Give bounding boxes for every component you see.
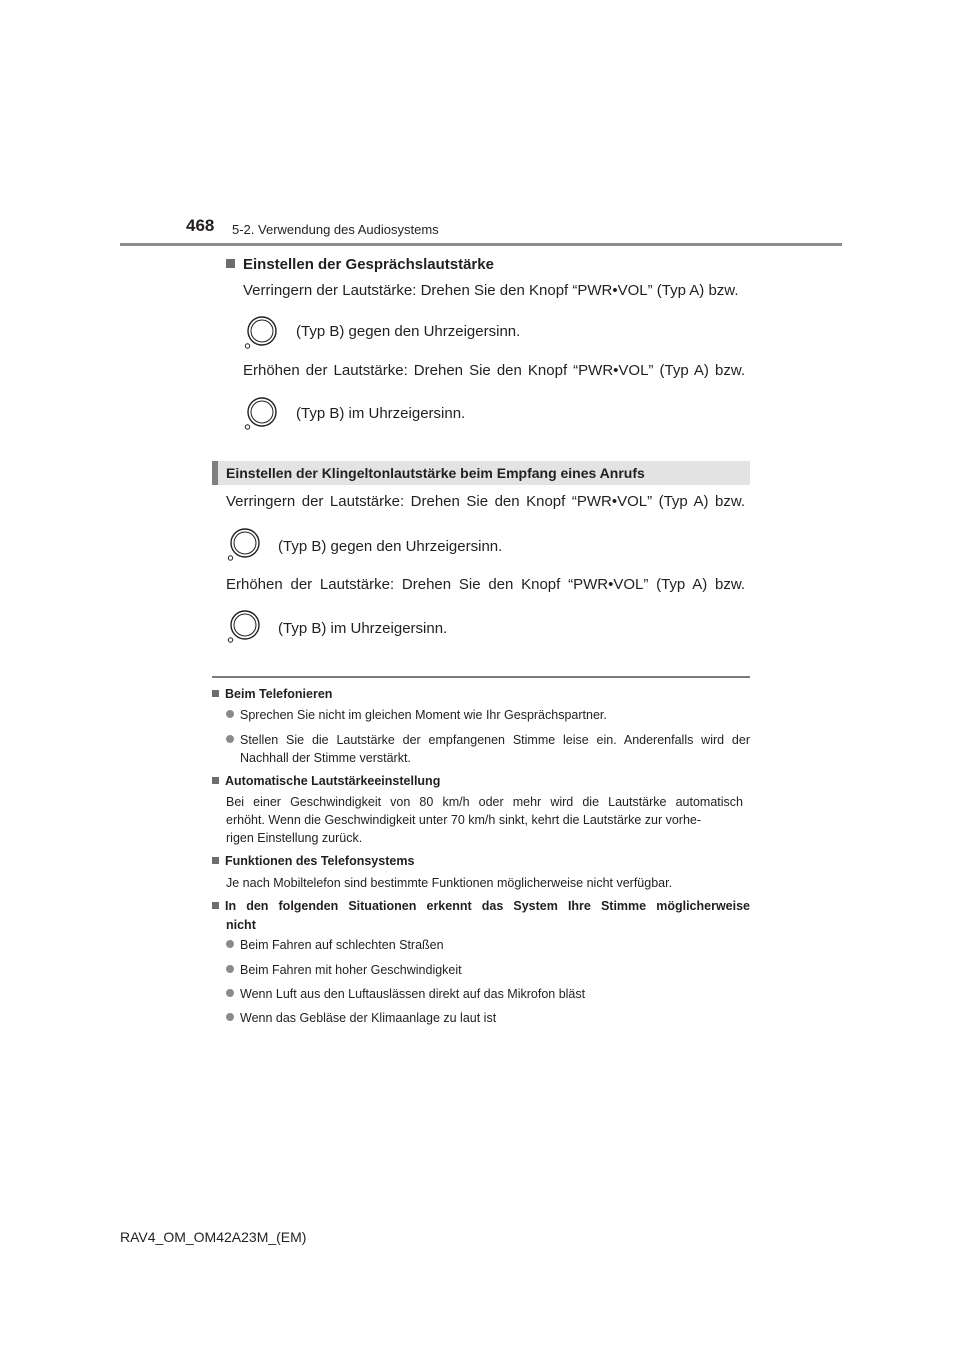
tune-knob-icon	[243, 397, 277, 431]
document-code: RAV4_OM_OM42A23M_(EM)	[120, 1229, 307, 1245]
note-item	[226, 936, 444, 955]
round-bullet-icon	[226, 1013, 234, 1021]
round-bullet-icon	[226, 940, 234, 948]
note-heading-continuation: nicht	[226, 918, 256, 932]
square-bullet-icon	[226, 259, 235, 268]
note-heading-text: In den folgenden Situationen erkennt das System Ihre Stimme möglicherweise	[225, 899, 750, 913]
tune-knob-icon	[226, 528, 260, 562]
note-paragraph-line: Je nach Mobiltelefon sind bestimmte Funktionen möglicherweise nicht verfügbar.	[226, 876, 673, 890]
section-banner-ringtone-volume	[212, 461, 750, 485]
ringtone-increase-instruction: Erhöhen der Lautstärke: Drehen Sie den Knopf “PWR•VOL” (Typ A) bzw.	[226, 576, 745, 593]
header-divider	[120, 243, 842, 246]
note-heading-text: Automatische Lautstärkeeinstellung	[225, 774, 441, 788]
note-item-text: Beim Fahren mit hoher Geschwindigkeit	[240, 963, 462, 977]
heading-text: Einstellen der Gesprächslautstärke	[243, 256, 494, 273]
note-item-text: Beim Fahren auf schlechten Straßen	[240, 938, 444, 952]
call-increase-instruction: Erhöhen der Lautstärke: Drehen Sie den Knopf “PWR•VOL” (Typ A) bzw.	[243, 362, 745, 379]
round-bullet-icon	[226, 735, 234, 743]
note-item	[226, 1009, 496, 1028]
note-item-text: Sprechen Sie nicht im gleichen Moment wie Ihr Gesprächspartner.	[240, 708, 607, 722]
square-bullet-icon	[212, 857, 219, 864]
note-paragraph-line: Bei einer Geschwindigkeit von 80 km/h oder mehr wird die Lautstärke automatisch	[226, 795, 743, 809]
note-heading-text: Funktionen des Telefonsystems	[225, 854, 415, 868]
note-item-text: Wenn das Gebläse der Klimaanlage zu laut ist	[240, 1011, 497, 1025]
square-bullet-icon	[212, 902, 219, 909]
page-number: 468	[186, 216, 215, 235]
square-bullet-icon	[212, 690, 219, 697]
note-item	[226, 961, 462, 980]
note-item	[226, 731, 750, 750]
ringtone-decrease-instruction: Verringern der Lautstärke: Drehen Sie den Knopf “PWR•VOL” (Typ A) bzw.	[226, 493, 745, 510]
square-bullet-icon	[212, 777, 219, 784]
notes-divider	[212, 676, 750, 678]
section-heading-call-volume	[226, 256, 494, 273]
note-item-text: Wenn Luft aus den Luftauslässen direkt auf das Mikrofon bläst	[240, 987, 586, 1001]
note-item	[226, 985, 585, 1004]
note-paragraph-line: erhöht. Wenn die Geschwindigkeit unter 70 km/h sinkt, kehrt die Lautstärke zur vorhe-	[226, 813, 702, 827]
call-decrease-instruction: Verringern der Lautstärke: Drehen Sie den Knopf “PWR•VOL” (Typ A) bzw.	[243, 282, 739, 299]
ringtone-decrease-direction: (Typ B) gegen den Uhrzeigersinn.	[278, 538, 503, 555]
note-heading-voice-recognition	[212, 899, 750, 913]
round-bullet-icon	[226, 965, 234, 973]
tune-knob-icon	[243, 316, 277, 350]
note-heading-phone-functions	[212, 854, 414, 868]
tune-knob-icon	[226, 610, 260, 644]
call-decrease-direction: (Typ B) gegen den Uhrzeigersinn.	[296, 323, 521, 340]
call-increase-direction: (Typ B) im Uhrzeigersinn.	[296, 405, 466, 422]
note-heading-auto-volume	[212, 774, 440, 788]
note-item-continuation: Nachhall der Stimme verstärkt.	[240, 751, 411, 765]
note-heading-text: Beim Telefonieren	[225, 687, 333, 701]
round-bullet-icon	[226, 989, 234, 997]
round-bullet-icon	[226, 710, 234, 718]
note-heading-phoning	[212, 687, 332, 701]
note-item	[226, 706, 607, 725]
ringtone-increase-direction: (Typ B) im Uhrzeigersinn.	[278, 620, 448, 637]
note-item-text: Stellen Sie die Lautstärke der empfangenen Stimme leise ein. Anderenfalls wird der	[240, 733, 750, 747]
note-paragraph-line: rigen Einstellung zurück.	[226, 831, 363, 845]
banner-title: Einstellen der Klingeltonlautstärke beim Empfang eines Anrufs	[226, 465, 645, 481]
section-reference: 5-2. Verwendung des Audiosystems	[232, 222, 439, 237]
